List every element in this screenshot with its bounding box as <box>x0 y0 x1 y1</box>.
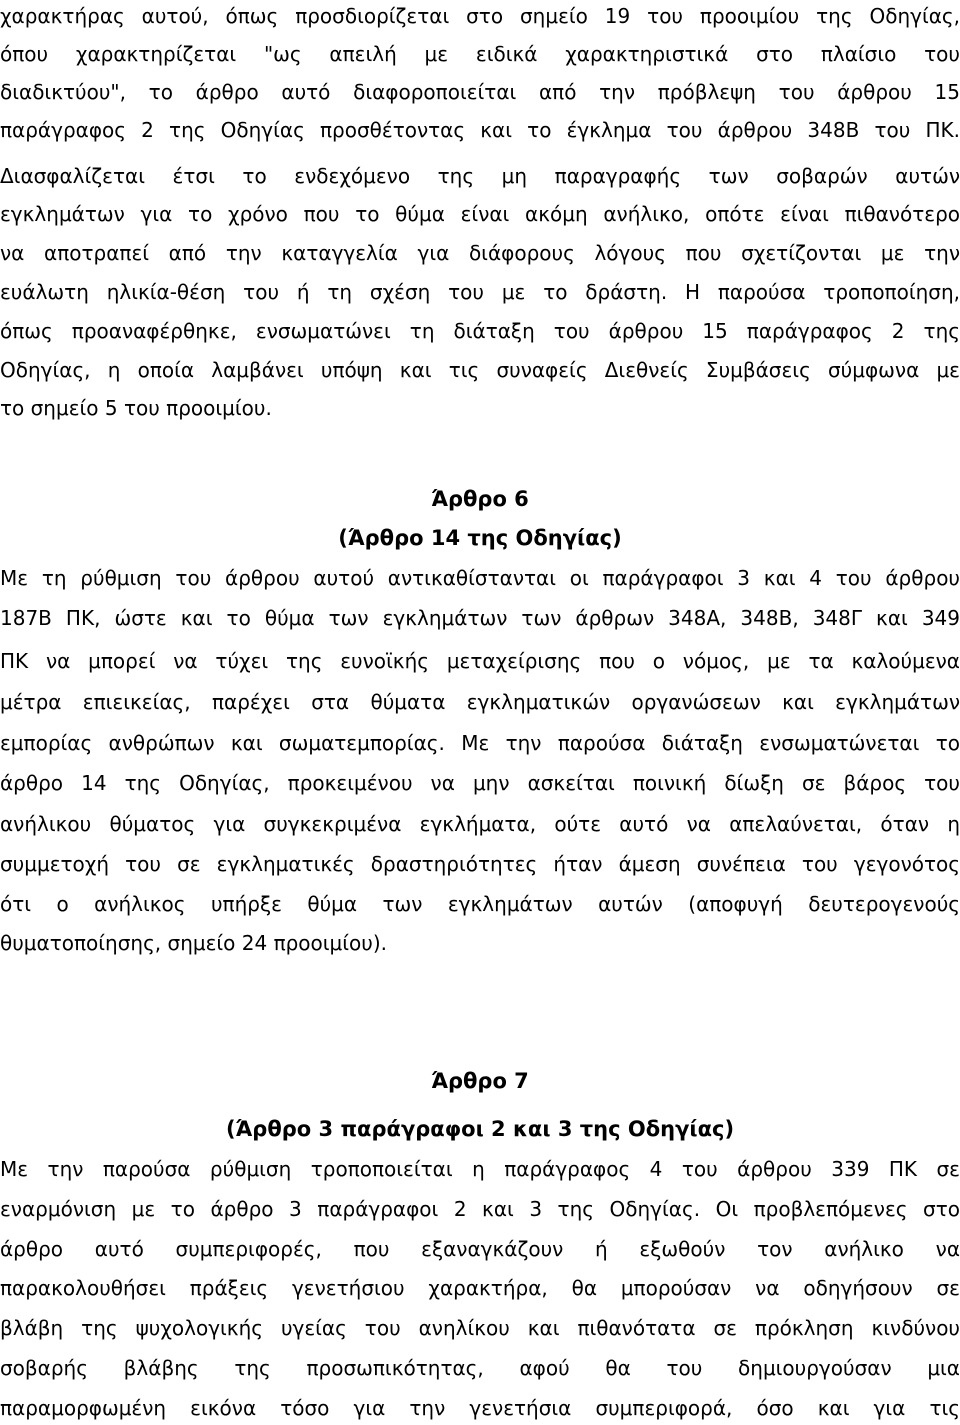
paragraph-line: όπως προαναφέρθηκε, ενσωματώνει τη διάταξη του άρθρου 15 παράγραφος 2 της <box>0 319 960 343</box>
article-6-line: ότι ο ανήλικος υπήρξε θύμα των εγκλημάτων αυτών (αποφυγή δευτερογενούς <box>0 892 960 916</box>
paragraph-line: όπου χαρακτηρίζεται "ως απειλή με ειδικά χαρακτηριστικά στο πλαίσιο του <box>0 42 960 66</box>
paragraph-line: διαδικτύου", το άρθρο αυτό διαφοροποιείται από την πρόβλεψη του άρθρου 15 <box>0 80 960 104</box>
article-7-line: εναρμόνιση με το άρθρο 3 παράγραφοι 2 και 3 της Οδηγίας. Οι προβλεπόμενες στο <box>0 1197 960 1221</box>
paragraph-line: εγκλημάτων για το χρόνο που το θύμα είναι ακόμη ανήλικο, οπότε είναι πιθανότερο <box>0 202 960 226</box>
article-7-subtitle: (Άρθρο 3 παράγραφοι 2 και 3 της Οδηγίας) <box>225 1117 735 1141</box>
article-6-subtitle: (Άρθρο 14 της Οδηγίας) <box>338 526 622 550</box>
article-7-line: άρθρο αυτό συμπεριφορές, που εξαναγκάζουν ή εξωθούν τον ανήλικο να <box>0 1237 960 1261</box>
article-6-title: Άρθρο 6 <box>431 487 529 511</box>
article-7-line: σοβαρής βλάβης της προσωπικότητας, αφού θα του δημιουργούσαν μια <box>0 1356 960 1380</box>
article-6-line: άρθρο 14 της Οδηγίας, προκειμένου να μην ασκείται ποινική δίωξη σε βάρος του <box>0 771 960 795</box>
paragraph-line: χαρακτήρας αυτού, όπως προσδιορίζεται στο σημείο 19 του προοιμίου της Οδηγίας, <box>0 4 960 28</box>
article-6-line: συμμετοχή του σε εγκληματικές δραστηριότητες ήταν άμεση συνέπεια του γεγονότος <box>0 852 960 876</box>
article-6-line: Με τη ρύθμιση του άρθρου αυτού αντικαθίστανται οι παράγραφοι 3 και 4 του άρθρου <box>0 566 960 590</box>
paragraph-line: το σημείο 5 του προοιμίου. <box>0 396 272 420</box>
article-7-line: παραμορφωμένη εικόνα τόσο για την γενετήσια συμπεριφορά, όσο και για τις <box>0 1396 960 1420</box>
article-6-line: μέτρα επιεικείας, παρέχει στα θύματα εγκληματικών οργανώσεων και εγκλημάτων <box>0 690 960 714</box>
article-6-line: ανήλικου θύματος για συγκεκριμένα εγκλήματα, ούτε αυτό να απελαύνεται, όταν η <box>0 812 960 836</box>
paragraph-line: Διασφαλίζεται έτσι το ενδεχόμενο της μη παραγραφής των σοβαρών αυτών <box>0 164 960 188</box>
article-6-line: θυματοποίησης, σημείο 24 προοιμίου). <box>0 931 388 955</box>
paragraph-line: Οδηγίας, η οποία λαμβάνει υπόψη και τις συναφείς Διεθνείς Συμβάσεις σύμφωνα με <box>0 358 960 382</box>
article-7-line: παρακολουθήσει πράξεις γενετήσιου χαρακτήρα, θα μπορούσαν να οδηγήσουν σε <box>0 1276 960 1300</box>
article-6-line: εμπορίας ανθρώπων και σωματεμπορίας. Με την παρούσα διάταξη ενσωματώνεται το <box>0 731 960 755</box>
paragraph-line: να αποτραπεί από την καταγγελία για διάφορους λόγους που σχετίζονται με την <box>0 241 960 265</box>
paragraph-line: ευάλωτη ηλικία-θέση του ή τη σχέση του με το δράστη. Η παρούσα τροποποίηση, <box>0 280 960 304</box>
article-7-line: Με την παρούσα ρύθμιση τροποποιείται η παράγραφος 4 του άρθρου 339 ΠΚ σε <box>0 1157 960 1181</box>
article-7-title: Άρθρο 7 <box>431 1069 529 1093</box>
article-6-line: ΠΚ να μπορεί να τύχει της ευνοϊκής μεταχείρισης που ο νόμος, με τα καλούμενα <box>0 649 960 673</box>
paragraph-line: παράγραφος 2 της Οδηγίας προσθέτοντας και το έγκλημα του άρθρου 348Β του ΠΚ. <box>0 118 960 142</box>
article-7-line: βλάβη της ψυχολογικής υγείας του ανηλίκου και πιθανότατα σε πρόκληση κινδύνου <box>0 1316 960 1340</box>
article-6-line: 187Β ΠΚ, ώστε και το θύμα των εγκλημάτων των άρθρων 348Α, 348Β, 348Γ και 349 <box>0 606 960 630</box>
